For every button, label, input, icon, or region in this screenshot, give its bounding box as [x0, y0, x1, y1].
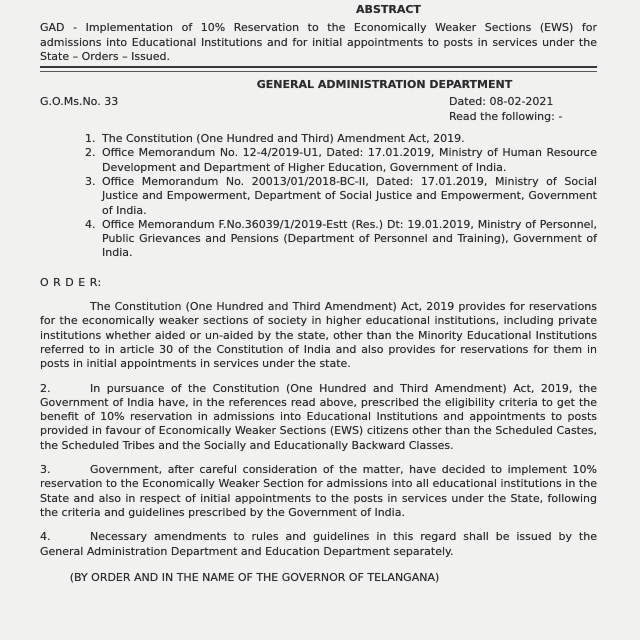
reference-text: Office Memorandum F.No.36039/1/2019-Estt (Res.) Dt: 19.01.2019, Ministry of Personnel, Public Grievances and Pensions (Department of Personnel and Training), Government of India.: [102, 217, 597, 260]
reference-item: [85, 132, 597, 146]
paragraph-text: In pursuance of the Constitution (One Hundred and Third Amendment) Act, 2019, the Government of India have, in the references read above, prescribed the eligibility criteria to get the benefit of 10% reservation in admissions into Educational Institutions and appointments to posts provided in favour of Economically Weaker Sections (EWS) citizens other than the Scheduled Castes, the Scheduled Tribes and the Socially and Educationally Backward Classes.: [40, 381, 597, 452]
go-number-row: [40, 95, 597, 124]
reference-number: 4.: [85, 217, 96, 231]
order-paragraph-4: [40, 530, 597, 559]
read-following-label: Read the following: -: [449, 109, 563, 123]
paragraph-number: 4.: [40, 530, 51, 544]
references-list: [85, 132, 597, 261]
order-heading: O R D E R:: [40, 275, 102, 289]
paragraph-text: The Constitution (One Hundred and Third Amendment) Act, 2019 provides for reservations for the economically weaker sections of society in higher educational institutions, including private institutions whether aided or un-aided by the state, other than the Minority Educational Institutions referred to in article 30 of the Constitution of India and also provides for reservations for them in posts in initial appointments in services under the state.: [40, 300, 597, 371]
dated-label: Dated: 08-02-2021: [449, 95, 554, 109]
dated-block: [449, 95, 627, 124]
paragraph-text: Necessary amendments to rules and guidelines in this regard shall be issued by the General Administration Department and Education Department separately.: [40, 530, 597, 558]
reference-item: [85, 218, 597, 261]
reference-number: 1.: [85, 132, 96, 146]
reference-text: The Constitution (One Hundred and Third) Amendment Act, 2019.: [102, 132, 465, 146]
reference-text: Office Memorandum No. 12-4/2019-U1, Dated: 17.01.2019, Ministry of Human Resource Development and Department of Higher Education, Government of India.: [102, 146, 597, 174]
reference-item: [85, 146, 597, 175]
order-paragraph-1: [40, 300, 597, 371]
reference-number: 3.: [85, 174, 96, 188]
closing-line: (BY ORDER AND IN THE NAME OF THE GOVERNOR OF TELANGANA): [69, 570, 440, 584]
subject-paragraph: GAD - Implementation of 10% Reservation to the Economically Weaker Sections (EWS) for admissions into Educational Institutions and for initial appointments to posts in services under the State – Orders – Issued.: [40, 21, 597, 63]
abstract-heading: ABSTRACT: [356, 3, 421, 16]
separator-rule: [40, 66, 597, 72]
department-heading: GENERAL ADMINISTRATION DEPARTMENT: [256, 78, 513, 92]
paragraph-number: 2.: [40, 381, 51, 395]
go-number: G.O.Ms.No. 33: [40, 95, 119, 109]
paragraph-number: 3.: [40, 463, 51, 477]
reference-item: [85, 175, 597, 218]
reference-number: 2.: [85, 146, 96, 160]
paragraph-text: Government, after careful consideration of the matter, have decided to implement 10% reservation to the Economically Weaker Section for admissions into all educational institutions in the State and also in respect of initial appointments to the posts in services under the State, following the criteria and guidelines prescribed by the Government of India.: [40, 463, 597, 519]
reference-text: Office Memorandum No. 20013/01/2018-BC-II, Dated: 17.01.2019, Ministry of Social Justice and Empowerment, Department of Social Justice and Empowerment, Government of India.: [102, 174, 597, 217]
order-paragraph-2: [40, 382, 597, 453]
order-paragraph-3: [40, 463, 597, 520]
